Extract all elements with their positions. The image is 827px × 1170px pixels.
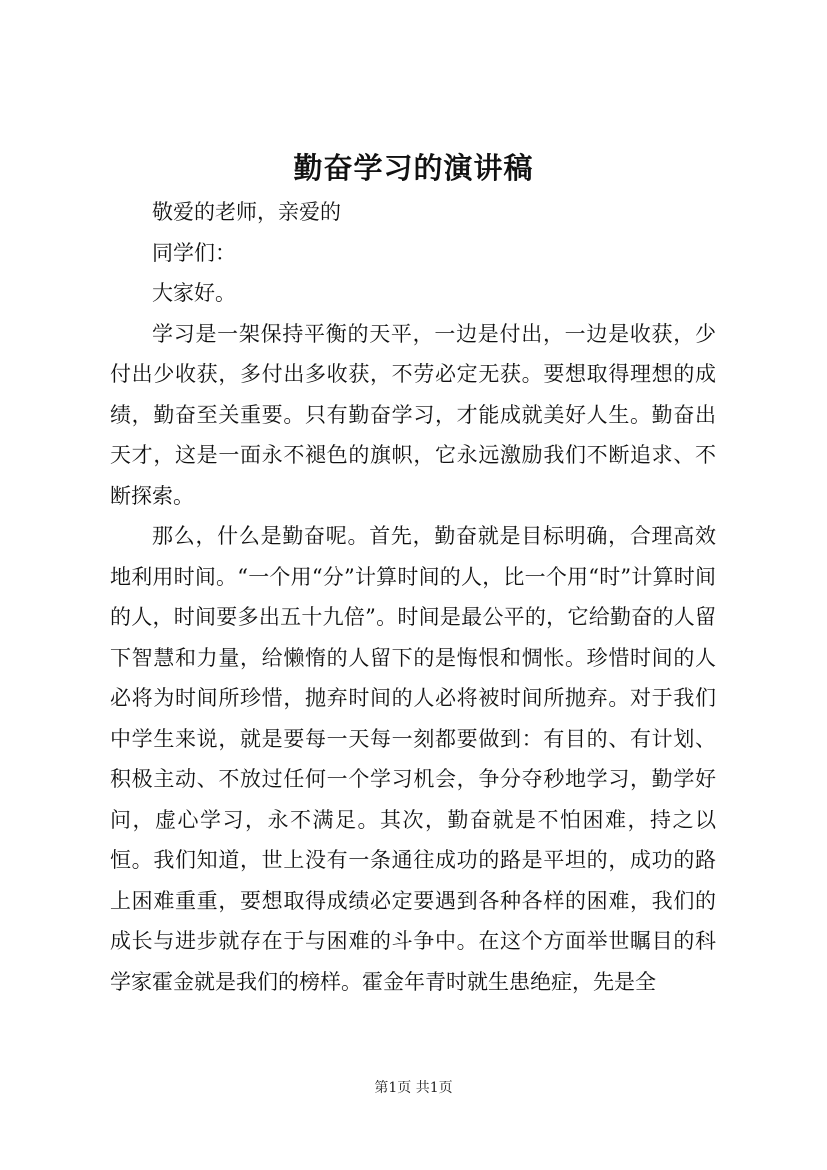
salutation-line-1: 敬爱的老师，亲爱的 [152, 200, 341, 224]
salutation-line-2: 同学们： [152, 240, 236, 265]
paragraph-1: 学习是一架保持平衡的天平，一边是付出，一边是收获，少付出少收获，多付出多收获，不劳必定无获。要想取得理想的成绩，勤奋至关重要。只有勤奋学习，才能成就美好人生。勤奋出天才，这是一面永不褪色的旗帜，它永远激励我们不断追求、不断探索。 [110, 321, 716, 508]
paragraph-2: 那么，什么是勤奋呢。首先，勤奋就是目标明确，合理高效地利用时间。“一个用“分”计算时间的人，比一个用“时”计算时间的人，时间要多出五十九倍”。时间是最公平的，它给勤奋的人留下智慧和力量，给懒惰的人留下的是悔恨和惆怅。珍惜时间的人必将为时间所珍惜，抛弃时间的人必将被时间所抛弃。对于我们中学生来说，就是要每一天每一刻都要做到：有目的、有计划、积极主动、不放过任何一个学习机会，争分夺秒地学习，勤学好问，虚心学习，永不满足。其次，勤奋就是不怕困难，持之以恒。我们知道，世上没有一条通往成功的路是平坦的，成功的路上困难重重，要想取得成绩必定要遇到各种各样的困难，我们的成长与进步就存在于与困难的斗争中。在这个方面举世瞩目的科学家霍金就是我们的榜样。霍金年青时就生患绝症，先是全 [110, 524, 716, 994]
document-title: 勤奋学习的演讲稿 [293, 151, 534, 185]
document-body [110, 192, 716, 1002]
page-number: 第1页 共1页 [374, 1080, 453, 1096]
greeting: 大家好。 [152, 281, 236, 305]
page-footer [0, 1078, 827, 1098]
